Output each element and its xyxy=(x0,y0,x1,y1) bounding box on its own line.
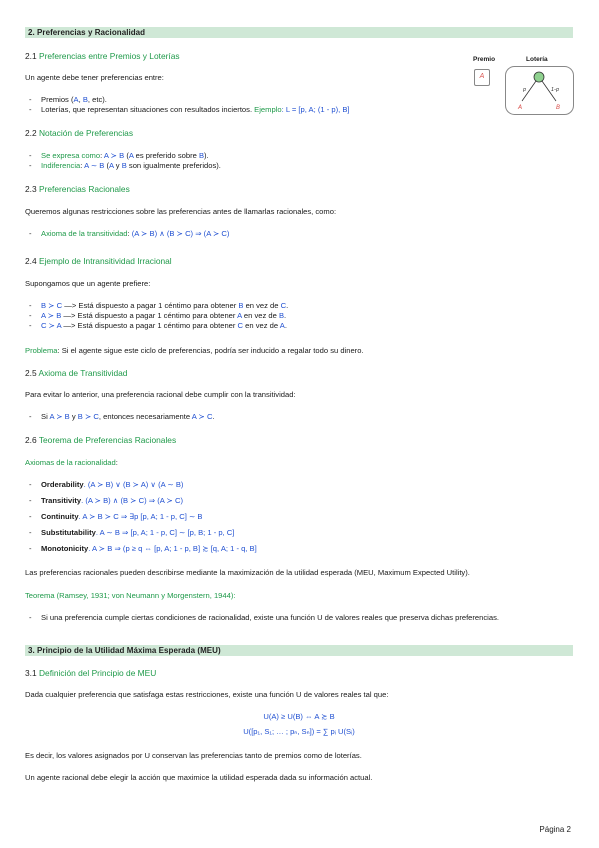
list-axiomas-racionalidad xyxy=(25,477,257,557)
heading-2-2 xyxy=(25,128,133,138)
text: C xyxy=(237,321,244,330)
list-axioma xyxy=(25,229,229,239)
text: A xyxy=(128,151,134,160)
paragraph-restricciones: Queremos algunas restricciones sobre las preferencias antes de llamarlas racionales, como: xyxy=(25,207,337,216)
heading-text: Notación de Preferencias xyxy=(38,128,134,138)
heading-text: Teorema de Preferencias Racionales xyxy=(38,435,177,445)
text: en vez de xyxy=(243,321,280,330)
text: Transitivity xyxy=(41,496,82,505)
text: , entonces necesariamente xyxy=(98,412,192,421)
premio-value: A xyxy=(479,73,485,80)
list-item xyxy=(25,525,257,541)
text: —> Está dispuesto a pagar 1 céntimo para obtener xyxy=(61,311,238,320)
text: Se expresa como xyxy=(41,151,101,160)
heading-text: Axioma de Transitividad xyxy=(38,368,128,378)
outcome-b: B xyxy=(556,104,561,111)
paragraph-dada: Dada cualquier preferencia que satisfaga estas restricciones, existe una función U de valores reales tal que: xyxy=(25,690,389,699)
loteria-diagram xyxy=(505,66,574,115)
heading-number: 2.1 xyxy=(25,51,39,61)
heading-number: 3.1 xyxy=(25,668,39,678)
text: : xyxy=(115,458,118,467)
text: Ejemplo xyxy=(254,105,282,114)
heading-number: 2.5 xyxy=(25,368,39,378)
section-2-header xyxy=(25,27,573,38)
text: B xyxy=(198,151,205,160)
list-item xyxy=(25,321,288,331)
list-item xyxy=(25,229,229,239)
text: . xyxy=(284,311,287,320)
text: Indiferencia xyxy=(41,161,81,170)
loteria-label: Lotería xyxy=(526,56,548,63)
list-item xyxy=(25,95,350,105)
heading-2-3 xyxy=(25,184,130,194)
heading-text: Definición del Principio de MEU xyxy=(38,668,157,678)
heading-number: 2.6 xyxy=(25,435,39,445)
text: A ≻ B xyxy=(41,311,62,320)
paragraph-es-decir: Es decir, los valores asignados por U conservan las preferencias tanto de premios como de loterías. xyxy=(25,751,362,760)
text: . (A ≻ B) ∧ (B ≻ C) ⇒ (A ≻ C) xyxy=(81,496,183,505)
text: y xyxy=(69,412,78,421)
list-item xyxy=(25,477,257,493)
text: A xyxy=(73,95,79,104)
heading-text: Preferencias entre Premios y Loterías xyxy=(38,51,180,61)
text: A ≻ B xyxy=(49,412,70,421)
text: : L = [p, A; (1 - p), B] xyxy=(281,105,350,114)
text: Premios ( xyxy=(41,95,74,104)
text: . xyxy=(286,301,289,310)
heading-text: Preferencias Racionales xyxy=(38,184,130,194)
text: —> Está dispuesto a pagar 1 céntimo para obtener xyxy=(61,321,238,330)
text: en vez de xyxy=(241,311,279,320)
branch-p-label: p xyxy=(523,87,527,93)
branch-q-label: 1-p xyxy=(551,87,560,93)
paragraph-supongamos: Supongamos que un agente prefiere: xyxy=(25,279,151,288)
equation-expected-utility: U([p₁, S₁; … ; pₙ, Sₙ]) = ∑ pᵢ U(Sᵢ) xyxy=(243,727,355,736)
text: son igualmente preferidos). xyxy=(126,161,221,170)
text: en vez de xyxy=(243,301,281,310)
text: : xyxy=(127,229,132,238)
text: B xyxy=(278,311,285,320)
paragraph-describir: Las preferencias racionales pueden describirse mediante la maximización de la utilidad esperada (MEU, Maximum Expected Utility). xyxy=(25,568,470,577)
text: Continuity xyxy=(41,512,79,521)
text: Substitutability xyxy=(41,528,96,537)
list-item xyxy=(25,412,215,422)
text: A xyxy=(109,161,114,170)
list-item xyxy=(25,151,221,161)
list-intransitividad xyxy=(25,301,288,331)
chance-node-icon xyxy=(534,72,544,82)
heading-number: 2.2 xyxy=(25,128,39,138)
list-item xyxy=(25,493,257,509)
heading-2-6 xyxy=(25,435,176,445)
text: B xyxy=(238,301,244,310)
premio-loteria-figure xyxy=(468,55,576,117)
list-teorema xyxy=(25,613,571,623)
text: Axioma de la transitividad xyxy=(41,229,128,238)
list-si xyxy=(25,412,215,422)
list-item xyxy=(25,509,257,525)
text: Si xyxy=(41,412,50,421)
list-item xyxy=(25,161,221,171)
heading-2-5 xyxy=(25,368,127,378)
paragraph-teorema: Teorema (Ramsey, 1931; von Neumann y Morgenstern, 1944): xyxy=(25,591,236,600)
premio-box xyxy=(474,69,490,86)
text: —> Está dispuesto a pagar 1 céntimo para obtener xyxy=(62,301,239,310)
section-3-header xyxy=(25,645,573,656)
text: Problema xyxy=(25,346,58,355)
heading-number: 2.4 xyxy=(25,256,39,266)
heading-number: 2.3 xyxy=(25,184,39,194)
text: B xyxy=(121,161,127,170)
list-premios xyxy=(25,95,350,115)
text: . xyxy=(284,321,287,330)
section-title: 2. Preferencias y Racionalidad xyxy=(28,28,146,37)
text: , etc). xyxy=(87,95,107,104)
text: (A ≻ B) ∧ (B ≻ C) ⇒ (A ≻ C) xyxy=(131,229,230,238)
text: C xyxy=(280,301,287,310)
text: . A ≻ B ≻ C ⇒ ∃p [p, A; 1 - p, C] ∼ B xyxy=(78,512,203,521)
heading-2-1 xyxy=(25,51,180,61)
text: A ∼ B xyxy=(84,161,105,170)
text: C ≻ A xyxy=(41,321,62,330)
text: Orderability xyxy=(41,480,84,489)
page-number: Página 2 xyxy=(539,825,571,834)
heading-text: Ejemplo de Intransitividad Irracional xyxy=(38,256,172,266)
list-item xyxy=(25,311,288,321)
text: A xyxy=(237,311,242,320)
text: . A ∼ B ⇒ [p, A; 1 - p, C] ∼ [p, B; 1 - p, C] xyxy=(95,528,235,537)
premio-label: Premio xyxy=(473,56,496,63)
text: : xyxy=(80,161,85,170)
text: . xyxy=(212,412,215,421)
list-item: - Si una preferencia cumple ciertas condiciones de racionalidad, existe una función U de valores reales que preserva dichas preferencias. xyxy=(25,613,571,623)
text: Axiomas de la racionalidad xyxy=(25,458,116,467)
text: . (A ≻ B) ∨ (B ≻ A) ∨ (A ∼ B) xyxy=(83,480,184,489)
text: . A ≻ B ⇒ (p ≥ q ⇔ [p, A; 1 - p, B] ≿ [q, A; 1 - q, B] xyxy=(88,544,257,553)
text: : xyxy=(100,151,104,160)
heading-2-4 xyxy=(25,256,172,266)
text: : Si el agente sigue este ciclo de preferencias, podría ser inducido a regalar todo su dinero. xyxy=(57,346,364,355)
list-item xyxy=(25,105,350,115)
equation-utility-order: U(A) ≥ U(B) ⇔ A ≿ B xyxy=(263,712,335,721)
text: es preferido sobre xyxy=(133,151,199,160)
text: B ≻ C xyxy=(41,301,63,310)
paragraph-evitar: Para evitar lo anterior, una preferencia racional debe cumplir con la transitividad: xyxy=(25,390,296,399)
text: A xyxy=(279,321,285,330)
paragraph-axiomas xyxy=(25,458,118,468)
text: Monotonicity xyxy=(41,544,89,553)
list-notacion xyxy=(25,151,221,171)
list-item xyxy=(25,541,257,557)
paragraph-intro: Un agente debe tener preferencias entre: xyxy=(25,73,164,82)
text: A ≻ B xyxy=(103,151,125,160)
heading-3-1 xyxy=(25,668,156,678)
text: y xyxy=(113,161,122,170)
list-item xyxy=(25,301,288,311)
text: ( xyxy=(124,151,129,160)
text: Loterías, que representan situaciones con resultados inciertos. xyxy=(41,105,255,114)
text: B xyxy=(82,95,88,104)
paragraph-agente-racional: Un agente racional debe elegir la acción que maximice la utilidad esperada dada su información actual. xyxy=(25,773,373,782)
text: ( xyxy=(104,161,110,170)
text: ). xyxy=(204,151,209,160)
section-title: 3. Principio de la Utilidad Máxima Esperada (MEU) xyxy=(28,646,221,655)
paragraph-problema xyxy=(25,346,364,356)
outcome-a: A xyxy=(518,104,523,111)
text: B ≻ C xyxy=(77,412,99,421)
text: A ≻ C xyxy=(191,412,213,421)
text: , xyxy=(78,95,83,104)
